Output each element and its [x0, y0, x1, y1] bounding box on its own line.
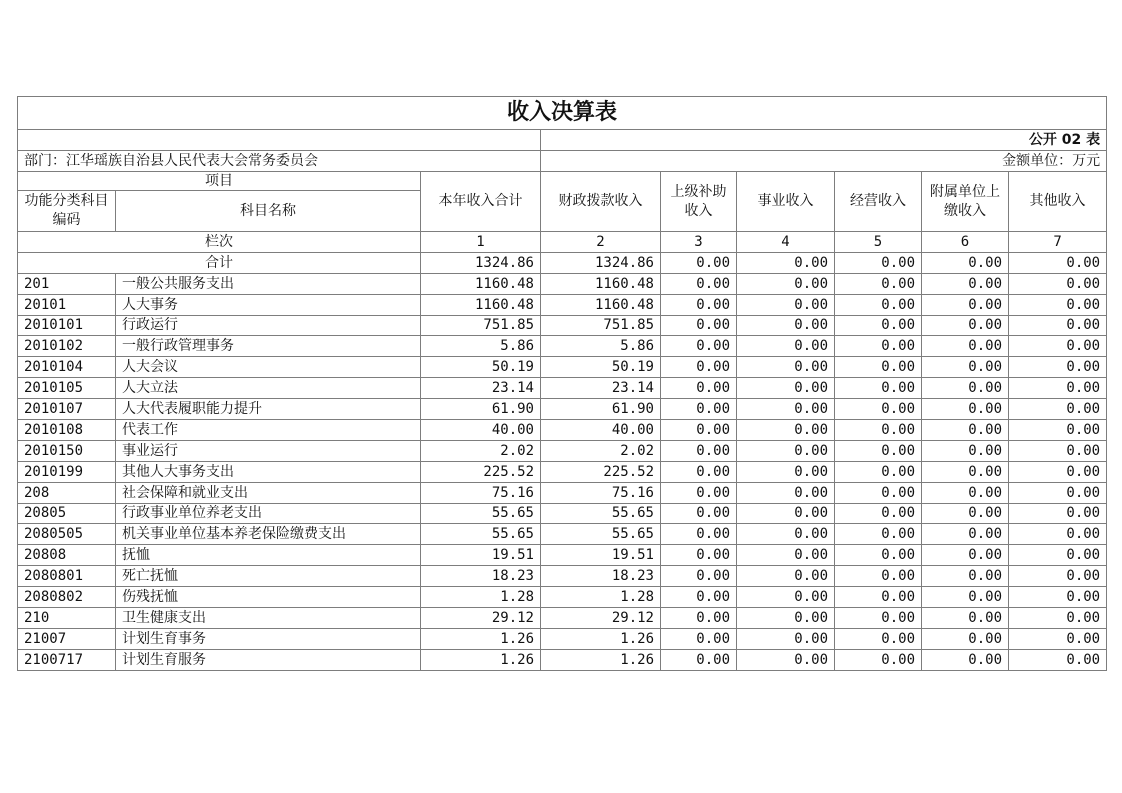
header-fiscal: 财政拨款收入: [541, 172, 661, 232]
row-value-6: 0.00: [922, 420, 1009, 441]
table-row: [18, 649, 1107, 670]
row-value-3: 0.00: [661, 587, 737, 608]
row-value-4: 0.00: [737, 294, 835, 315]
row-value-7: 0.00: [1009, 545, 1107, 566]
row-value-4: 0.00: [737, 357, 835, 378]
header-affiliated: 附属单位上缴收入: [922, 172, 1009, 232]
row-value-4: 0.00: [737, 608, 835, 629]
row-value-3: 0.00: [661, 315, 737, 336]
column-index-2: 2: [541, 232, 661, 253]
row-value-2: 55.65: [541, 503, 661, 524]
total-row: [18, 252, 1107, 273]
row-value-5: 0.00: [835, 461, 922, 482]
row-value-7: 0.00: [1009, 357, 1107, 378]
row-value-4: 0.00: [737, 649, 835, 670]
table-code-blank: [18, 130, 541, 151]
table-row: [18, 566, 1107, 587]
row-code: 21007: [18, 628, 116, 649]
row-value-6: 0.00: [922, 294, 1009, 315]
row-name: 其他人大事务支出: [116, 461, 421, 482]
row-value-5: 0.00: [835, 649, 922, 670]
row-value-5: 0.00: [835, 566, 922, 587]
total-label: 合计: [18, 252, 421, 273]
row-value-4: 0.00: [737, 503, 835, 524]
row-value-7: 0.00: [1009, 566, 1107, 587]
table-row: [18, 587, 1107, 608]
row-value-3: 0.00: [661, 273, 737, 294]
table-row: [18, 420, 1107, 441]
row-name: 行政运行: [116, 315, 421, 336]
row-value-1: 1160.48: [421, 294, 541, 315]
row-code: 2010101: [18, 315, 116, 336]
row-name: 代表工作: [116, 420, 421, 441]
row-value-3: 0.00: [661, 399, 737, 420]
row-value-3: 0.00: [661, 378, 737, 399]
row-value-1: 50.19: [421, 357, 541, 378]
row-value-7: 0.00: [1009, 461, 1107, 482]
row-value-6: 0.00: [922, 545, 1009, 566]
row-name: 死亡抚恤: [116, 566, 421, 587]
row-value-7: 0.00: [1009, 503, 1107, 524]
column-index-4: 4: [737, 232, 835, 253]
row-value-3: 0.00: [661, 336, 737, 357]
row-value-3: 0.00: [661, 545, 737, 566]
row-value-5: 0.00: [835, 587, 922, 608]
row-code: 2010107: [18, 399, 116, 420]
row-value-4: 0.00: [737, 566, 835, 587]
table-row: [18, 608, 1107, 629]
row-value-4: 0.00: [737, 420, 835, 441]
row-value-4: 0.00: [737, 336, 835, 357]
row-value-6: 0.00: [922, 566, 1009, 587]
row-value-7: 0.00: [1009, 587, 1107, 608]
row-value-7: 0.00: [1009, 273, 1107, 294]
row-value-1: 1.26: [421, 628, 541, 649]
row-value-4: 0.00: [737, 399, 835, 420]
title-row: [18, 97, 1107, 130]
row-value-4: 0.00: [737, 587, 835, 608]
row-value-1: 18.23: [421, 566, 541, 587]
row-value-3: 0.00: [661, 503, 737, 524]
row-name: 行政事业单位养老支出: [116, 503, 421, 524]
row-value-5: 0.00: [835, 273, 922, 294]
table-row: [18, 503, 1107, 524]
row-value-7: 0.00: [1009, 420, 1107, 441]
total-value-6: 0.00: [922, 252, 1009, 273]
row-value-6: 0.00: [922, 628, 1009, 649]
row-value-3: 0.00: [661, 482, 737, 503]
row-name: 人大立法: [116, 378, 421, 399]
header-operating: 经营收入: [835, 172, 922, 232]
row-code: 2100717: [18, 649, 116, 670]
row-code: 2080802: [18, 587, 116, 608]
row-value-7: 0.00: [1009, 294, 1107, 315]
row-value-1: 1.28: [421, 587, 541, 608]
amount-unit: 金额单位：万元: [541, 151, 1107, 172]
column-index-row: [18, 232, 1107, 253]
row-code: 201: [18, 273, 116, 294]
row-value-7: 0.00: [1009, 524, 1107, 545]
row-name: 一般行政管理事务: [116, 336, 421, 357]
row-value-6: 0.00: [922, 587, 1009, 608]
row-value-3: 0.00: [661, 628, 737, 649]
row-value-3: 0.00: [661, 357, 737, 378]
row-code: 2010102: [18, 336, 116, 357]
table-row: [18, 336, 1107, 357]
row-value-5: 0.00: [835, 357, 922, 378]
column-index-1: 1: [421, 232, 541, 253]
row-value-6: 0.00: [922, 649, 1009, 670]
row-value-7: 0.00: [1009, 378, 1107, 399]
row-value-4: 0.00: [737, 440, 835, 461]
row-value-6: 0.00: [922, 440, 1009, 461]
row-value-1: 2.02: [421, 440, 541, 461]
row-name: 社会保障和就业支出: [116, 482, 421, 503]
row-name: 机关事业单位基本养老保险缴费支出: [116, 524, 421, 545]
row-code: 2010104: [18, 357, 116, 378]
row-value-5: 0.00: [835, 420, 922, 441]
income-table: [17, 96, 1107, 671]
row-value-2: 1160.48: [541, 273, 661, 294]
row-value-4: 0.00: [737, 524, 835, 545]
row-code: 2010150: [18, 440, 116, 461]
total-value-3: 0.00: [661, 252, 737, 273]
header-business: 事业收入: [737, 172, 835, 232]
table-row: [18, 294, 1107, 315]
row-code: 2010105: [18, 378, 116, 399]
row-code: 20808: [18, 545, 116, 566]
row-value-2: 225.52: [541, 461, 661, 482]
row-value-2: 751.85: [541, 315, 661, 336]
department-name: 部门：江华瑶族自治县人民代表大会常务委员会: [18, 151, 541, 172]
row-name: 卫生健康支出: [116, 608, 421, 629]
page-title: 收入决算表: [18, 97, 1107, 130]
row-value-7: 0.00: [1009, 649, 1107, 670]
row-value-5: 0.00: [835, 399, 922, 420]
row-name: 人大代表履职能力提升: [116, 399, 421, 420]
row-value-7: 0.00: [1009, 315, 1107, 336]
row-name: 人大会议: [116, 357, 421, 378]
income-final-accounts-sheet: [17, 96, 1106, 671]
row-value-7: 0.00: [1009, 440, 1107, 461]
row-code: 208: [18, 482, 116, 503]
row-value-3: 0.00: [661, 524, 737, 545]
row-value-1: 40.00: [421, 420, 541, 441]
row-value-1: 23.14: [421, 378, 541, 399]
row-value-6: 0.00: [922, 482, 1009, 503]
row-value-1: 19.51: [421, 545, 541, 566]
row-value-1: 29.12: [421, 608, 541, 629]
row-value-5: 0.00: [835, 378, 922, 399]
table-row: [18, 545, 1107, 566]
row-value-2: 1.26: [541, 628, 661, 649]
row-value-3: 0.00: [661, 440, 737, 461]
row-value-2: 1.26: [541, 649, 661, 670]
header-project: 项目: [18, 172, 421, 191]
row-value-6: 0.00: [922, 608, 1009, 629]
row-value-2: 5.86: [541, 336, 661, 357]
row-code: 2080801: [18, 566, 116, 587]
table-row: [18, 524, 1107, 545]
row-value-3: 0.00: [661, 420, 737, 441]
table-row: [18, 440, 1107, 461]
table-row: [18, 315, 1107, 336]
table-row: [18, 273, 1107, 294]
row-value-3: 0.00: [661, 566, 737, 587]
row-value-3: 0.00: [661, 649, 737, 670]
row-value-2: 40.00: [541, 420, 661, 441]
row-value-6: 0.00: [922, 378, 1009, 399]
row-name: 一般公共服务支出: [116, 273, 421, 294]
row-value-2: 19.51: [541, 545, 661, 566]
row-value-5: 0.00: [835, 608, 922, 629]
row-value-2: 18.23: [541, 566, 661, 587]
table-row: [18, 357, 1107, 378]
total-value-4: 0.00: [737, 252, 835, 273]
total-value-1: 1324.86: [421, 252, 541, 273]
row-value-5: 0.00: [835, 524, 922, 545]
row-name: 计划生育服务: [116, 649, 421, 670]
row-value-4: 0.00: [737, 628, 835, 649]
row-value-7: 0.00: [1009, 608, 1107, 629]
table-row: [18, 628, 1107, 649]
column-index-label: 栏次: [18, 232, 421, 253]
row-value-4: 0.00: [737, 315, 835, 336]
header-total: 本年收入合计: [421, 172, 541, 232]
row-code: 2010108: [18, 420, 116, 441]
row-value-1: 1.26: [421, 649, 541, 670]
row-value-2: 50.19: [541, 357, 661, 378]
header-code: 功能分类科目编码: [18, 191, 116, 232]
header-other: 其他收入: [1009, 172, 1107, 232]
header-row-1: [18, 172, 1107, 191]
row-value-1: 61.90: [421, 399, 541, 420]
row-value-1: 1160.48: [421, 273, 541, 294]
row-value-4: 0.00: [737, 273, 835, 294]
column-index-3: 3: [661, 232, 737, 253]
row-value-5: 0.00: [835, 482, 922, 503]
row-value-5: 0.00: [835, 315, 922, 336]
row-value-4: 0.00: [737, 461, 835, 482]
table-row: [18, 399, 1107, 420]
row-code: 20101: [18, 294, 116, 315]
total-value-5: 0.00: [835, 252, 922, 273]
row-value-1: 5.86: [421, 336, 541, 357]
table-code: 公开 02 表: [541, 130, 1107, 151]
row-value-1: 55.65: [421, 503, 541, 524]
row-value-6: 0.00: [922, 461, 1009, 482]
row-value-1: 751.85: [421, 315, 541, 336]
row-value-4: 0.00: [737, 545, 835, 566]
row-value-6: 0.00: [922, 273, 1009, 294]
row-value-4: 0.00: [737, 378, 835, 399]
row-value-3: 0.00: [661, 608, 737, 629]
column-index-6: 6: [922, 232, 1009, 253]
row-value-1: 75.16: [421, 482, 541, 503]
row-name: 计划生育事务: [116, 628, 421, 649]
row-value-6: 0.00: [922, 336, 1009, 357]
row-value-7: 0.00: [1009, 482, 1107, 503]
row-code: 2010199: [18, 461, 116, 482]
row-value-3: 0.00: [661, 461, 737, 482]
header-superior: 上级补助收入: [661, 172, 737, 232]
row-value-1: 55.65: [421, 524, 541, 545]
row-name: 伤残抚恤: [116, 587, 421, 608]
row-name: 人大事务: [116, 294, 421, 315]
row-value-5: 0.00: [835, 294, 922, 315]
row-value-2: 75.16: [541, 482, 661, 503]
row-value-5: 0.00: [835, 503, 922, 524]
row-value-1: 225.52: [421, 461, 541, 482]
row-value-2: 1160.48: [541, 294, 661, 315]
header-name: 科目名称: [116, 191, 421, 232]
row-value-6: 0.00: [922, 399, 1009, 420]
row-value-2: 29.12: [541, 608, 661, 629]
row-value-2: 55.65: [541, 524, 661, 545]
row-value-2: 23.14: [541, 378, 661, 399]
row-value-7: 0.00: [1009, 336, 1107, 357]
row-value-5: 0.00: [835, 336, 922, 357]
row-code: 20805: [18, 503, 116, 524]
row-value-7: 0.00: [1009, 628, 1107, 649]
row-value-2: 2.02: [541, 440, 661, 461]
department-row: [18, 151, 1107, 172]
row-code: 2080505: [18, 524, 116, 545]
table-code-row: [18, 130, 1107, 151]
column-index-7: 7: [1009, 232, 1107, 253]
table-row: [18, 461, 1107, 482]
row-value-6: 0.00: [922, 315, 1009, 336]
row-value-6: 0.00: [922, 524, 1009, 545]
row-value-3: 0.00: [661, 294, 737, 315]
row-value-5: 0.00: [835, 628, 922, 649]
table-row: [18, 482, 1107, 503]
row-value-2: 1.28: [541, 587, 661, 608]
row-code: 210: [18, 608, 116, 629]
row-value-5: 0.00: [835, 440, 922, 461]
row-value-2: 61.90: [541, 399, 661, 420]
row-value-4: 0.00: [737, 482, 835, 503]
row-value-6: 0.00: [922, 503, 1009, 524]
total-value-2: 1324.86: [541, 252, 661, 273]
row-value-6: 0.00: [922, 357, 1009, 378]
row-value-7: 0.00: [1009, 399, 1107, 420]
row-name: 事业运行: [116, 440, 421, 461]
total-value-7: 0.00: [1009, 252, 1107, 273]
column-index-5: 5: [835, 232, 922, 253]
row-value-5: 0.00: [835, 545, 922, 566]
table-row: [18, 378, 1107, 399]
row-name: 抚恤: [116, 545, 421, 566]
